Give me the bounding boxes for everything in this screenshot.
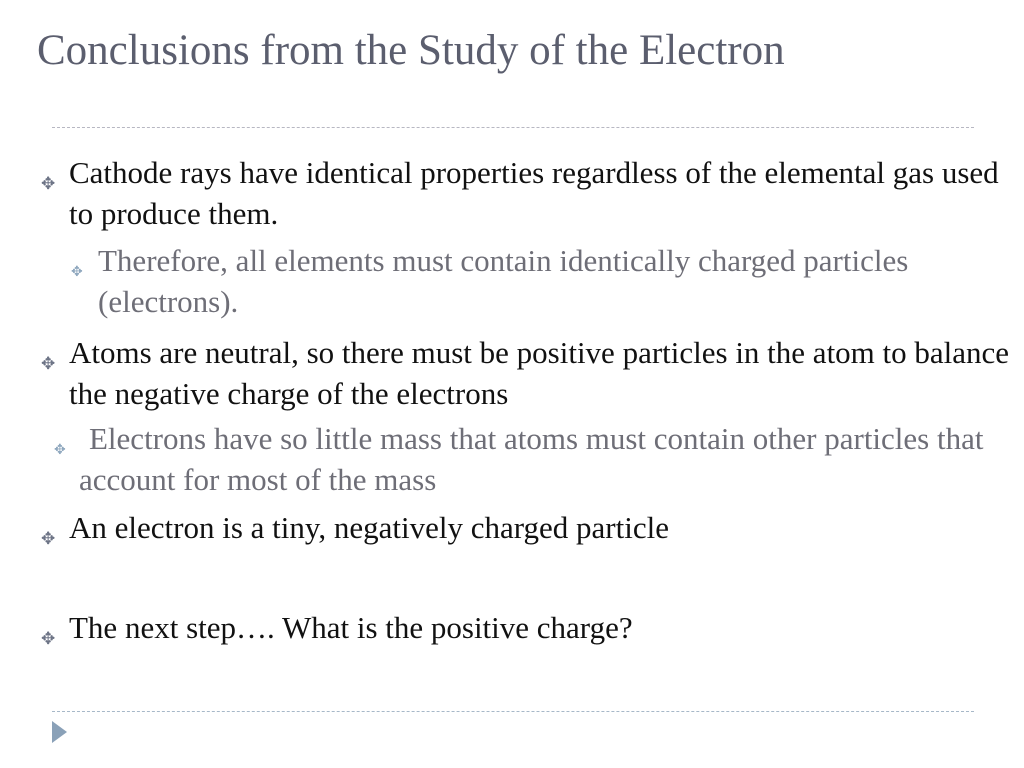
bullet-icon: ✥ xyxy=(41,529,56,549)
bullet-icon: ✥ xyxy=(41,354,56,374)
bullet-cathode-rays xyxy=(41,152,1009,234)
bullet-icon: ✥ xyxy=(54,442,66,458)
bullet-atoms-neutral xyxy=(41,332,1019,414)
bullet-text: An electron is a tiny, negatively charged particle xyxy=(69,510,669,545)
bullet-icon: ✥ xyxy=(41,629,56,649)
slide-title: Conclusions from the Study of the Electron xyxy=(37,27,785,74)
bullet-text: Cathode rays have identical properties regardless of the elemental gas used to produce them. xyxy=(69,155,999,231)
play-arrow-icon[interactable] xyxy=(52,721,67,743)
footer-divider xyxy=(52,711,974,712)
title-divider xyxy=(52,127,974,128)
bullet-text: Therefore, all elements must contain identically charged particles (electrons). xyxy=(98,243,909,319)
sub-bullet-electrons xyxy=(71,240,998,322)
bullet-text: Electrons have so little mass that atoms must contain other particles that account for most of the mass xyxy=(79,421,984,497)
bullet-next-step xyxy=(41,607,1009,649)
bullet-text: Atoms are neutral, so there must be positive particles in the atom to balance the negative charge of the electrons xyxy=(69,335,1010,411)
sub-bullet-mass xyxy=(54,418,1009,500)
bullet-text: The next step…. What is the positive charge? xyxy=(69,610,633,645)
bullet-electron-definition xyxy=(41,507,1009,549)
bullet-icon: ✥ xyxy=(41,174,56,194)
bullet-icon: ✥ xyxy=(71,264,83,280)
